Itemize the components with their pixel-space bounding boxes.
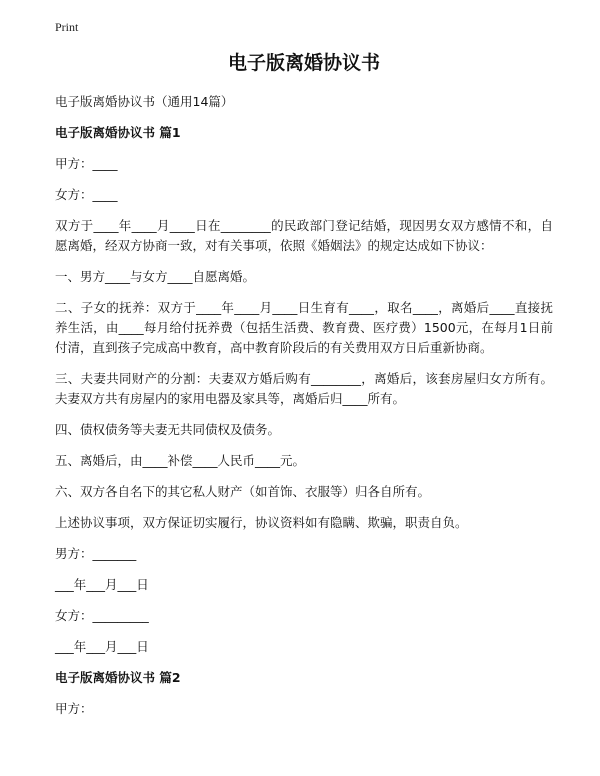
party-b-line: 女方：____	[55, 187, 118, 202]
document-body	[55, 50, 553, 730]
clause-6: 六、双方各自名下的其它私人财产（如首饰、衣服等）归各自所有。	[55, 484, 431, 499]
party-a-line: 甲方：____	[55, 156, 118, 171]
clause-3: 三、夫妻共同财产的分割：夫妻双方婚后购有________，离婚后，该套房屋归女方所有。夫妻双方共有房屋内的家用电器及家具等，离婚后归____所有。	[55, 371, 553, 406]
clause-2: 二、子女的抚养：双方于____年____月____日生育有____，取名____，离婚后____直接抚养生活，由____每月给付抚养费（包括生活费、教育费、医疗费）1500元，在每月1日前付清，直到孩子完成高中教育，高中教育阶段后的有关费用双方日后重新协商。	[55, 300, 553, 355]
section-heading-2: 电子版离婚协议书 篇2	[55, 670, 181, 685]
intro-paragraph: 双方于____年____月____日在________的民政部门登记结婚，现因男女双方感情不和，自愿离婚，经双方协商一致，对有关事项，依照《婚姻法》的规定达成如下协议：	[55, 218, 553, 253]
print-link[interactable]: Print	[55, 20, 79, 34]
document-subtitle: 电子版离婚协议书（通用14篇）	[55, 94, 234, 109]
closing-paragraph: 上述协议事项，双方保证切实履行，协议资料如有隐瞒、欺骗，职责自负。	[55, 515, 468, 530]
document-title: 电子版离婚协议书	[227, 52, 380, 74]
date-line-1: ___年___月___日	[55, 577, 149, 592]
party-a-line-2: 甲方：	[55, 701, 93, 716]
section-heading-1: 电子版离婚协议书 篇1	[55, 125, 181, 140]
clause-5: 五、离婚后，由____补偿____人民币____元。	[55, 453, 306, 468]
clause-4: 四、债权债务等夫妻无共同债权及债务。	[55, 422, 281, 437]
clause-1: 一、男方____与女方____自愿离婚。	[55, 269, 256, 284]
male-signature-line: 男方：_______	[55, 546, 137, 561]
date-line-2: ___年___月___日	[55, 639, 149, 654]
female-signature-line: 女方：_________	[55, 608, 149, 623]
